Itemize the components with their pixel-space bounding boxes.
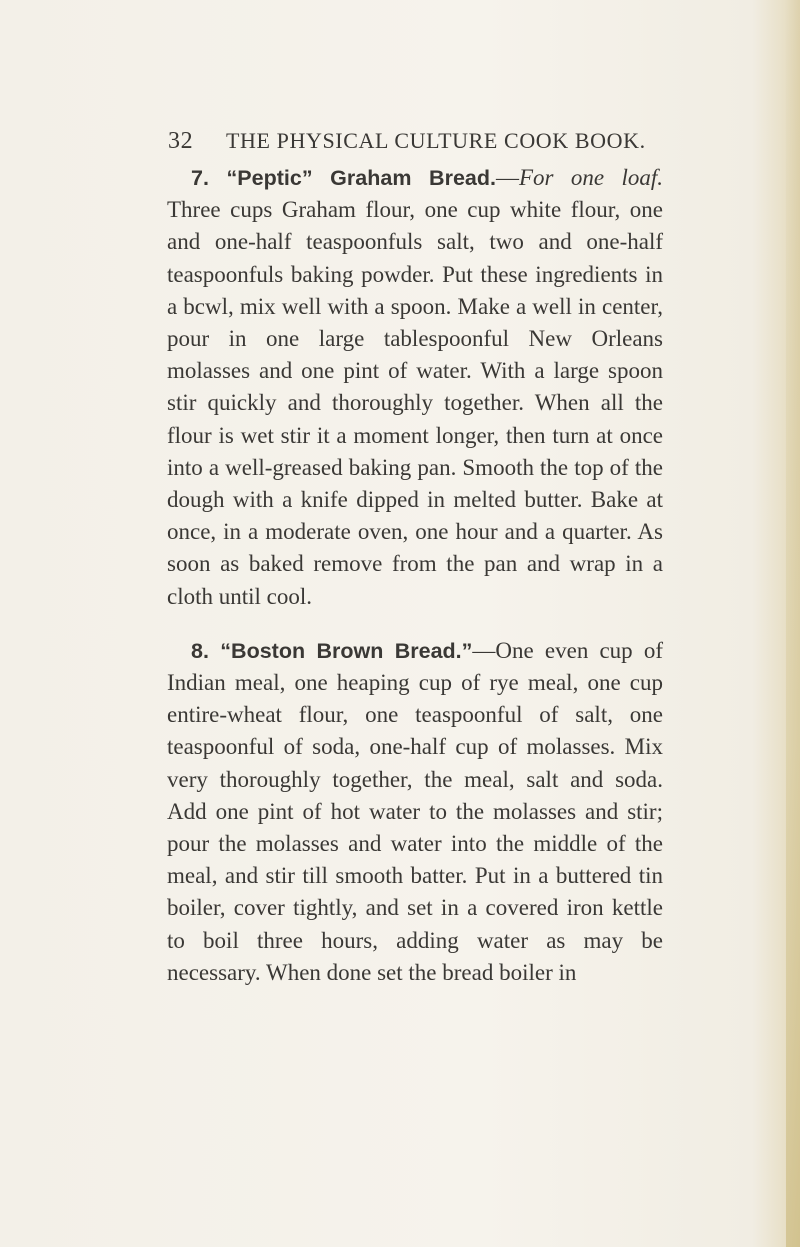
running-title: THE PHYSICAL CULTURE COOK BOOK. bbox=[226, 128, 646, 153]
recipe-peptic-graham-bread bbox=[167, 162, 663, 613]
page-header bbox=[168, 128, 668, 155]
recipe-subtitle: For one loaf. bbox=[518, 165, 663, 190]
recipe-dash: — bbox=[472, 637, 496, 663]
recipe-text: One even cup of Indian meal, one heaping cup of rye meal, one cup entire-wheat flour, one teaspoonful of salt, one teaspoonful of soda, one-half cup of molasses. Mix very thoroughly together, the meal, salt and soda. Add one pint of hot water to the molasses and stir; pour the molasses and water into the middle of the meal, and stir till smooth batter. Put in a buttered tin boiler, cover tightly, and set in a covered iron kettle to boil three hours, adding water as may be necessary. When done set the bread boiler in bbox=[167, 637, 663, 985]
recipe-boston-brown-bread bbox=[167, 635, 663, 989]
recipe-title: 7. “Peptic” Graham Bread. bbox=[191, 166, 496, 190]
recipe-dash: — bbox=[495, 165, 519, 190]
recipe-title: 8. “Boston Brown Bread.” bbox=[191, 638, 473, 663]
page-body bbox=[167, 162, 663, 989]
page-edge-stain bbox=[786, 0, 800, 1247]
recipe-text: Three cups Graham flour, one cup white flour, one and one-half teaspoonfuls salt, two and one-half teaspoonfuls baking powder. Put these ingredients in a bcwl, mix well with a spoon. Make a well in center, pour in one large tablespoonful New Orleans molasses and one pint of water. With a large spoon stir quickly and thoroughly together. When all the flour is wet stir it a moment longer, then turn at once into a well-greased baking pan. Smooth the top of the dough with a knife dipped in melted butter. Bake at once, in a moderate oven, one hour and a quarter. As soon as baked remove from the pan and wrap in a cloth until cool. bbox=[167, 197, 663, 609]
page-number: 32 bbox=[168, 128, 194, 154]
